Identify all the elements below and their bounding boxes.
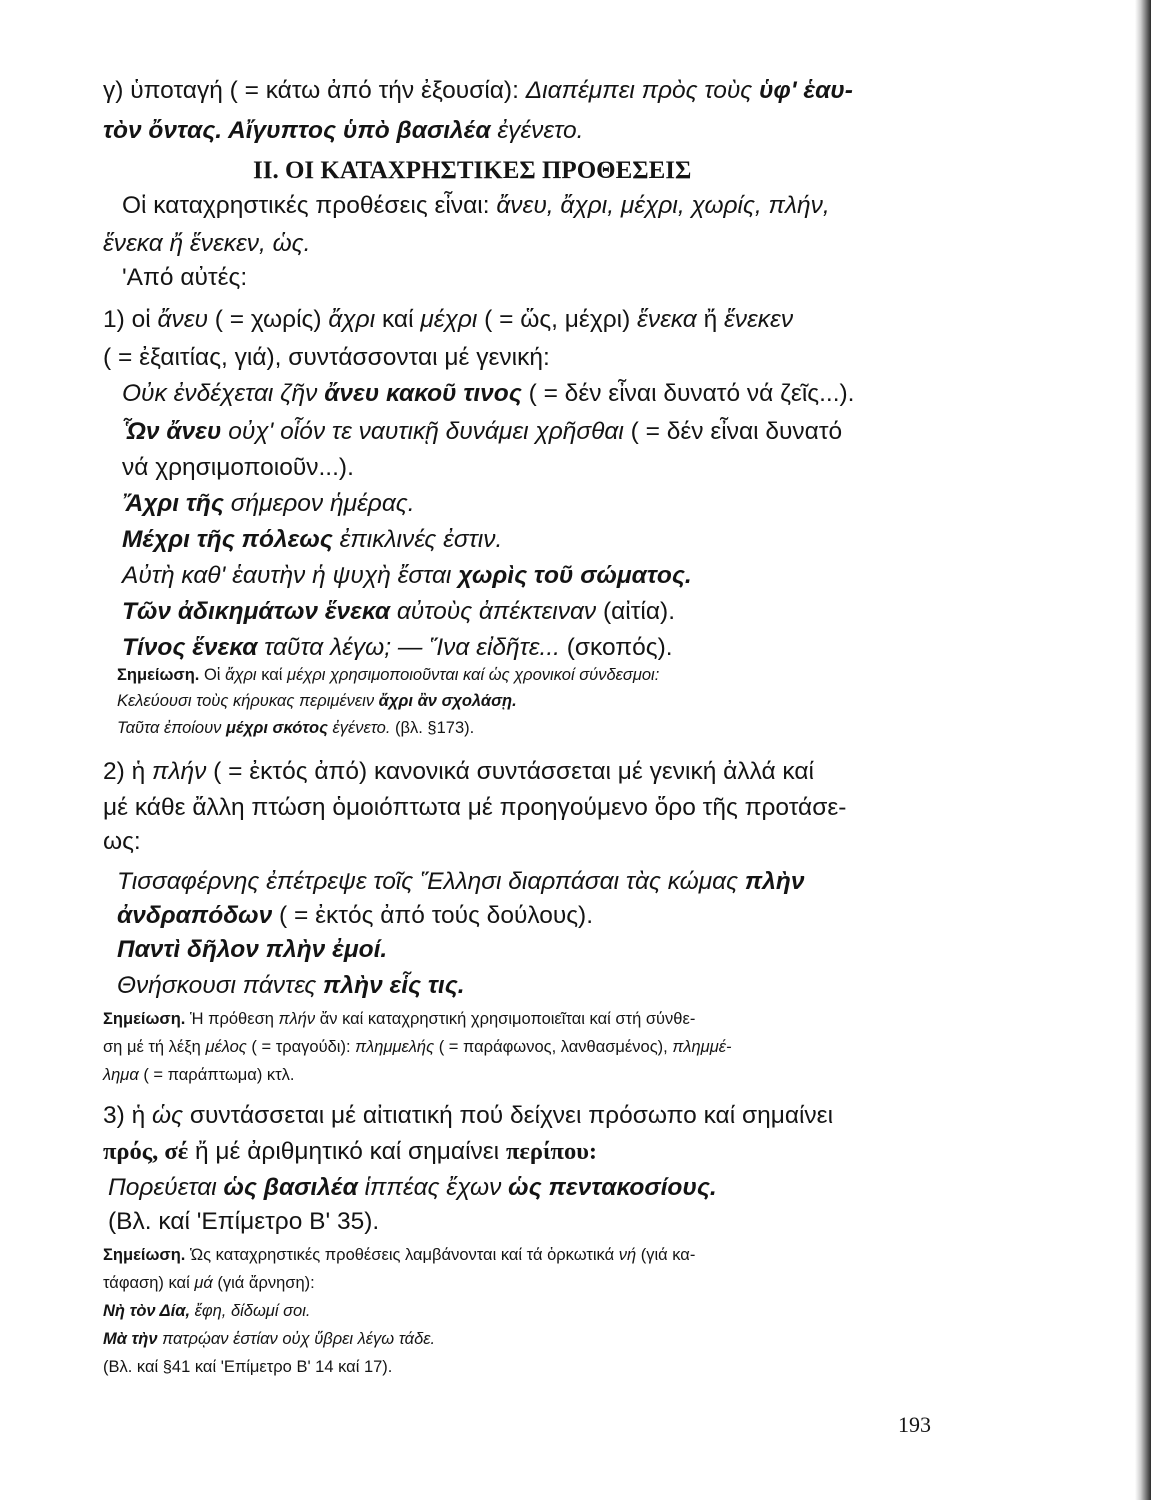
example-7: Τίνος ἕνεκα ταῦτα λέγω; — Ἵνα εἰδῆτε... (σκοπός). xyxy=(122,634,673,661)
note-3-line-2: τάφαση) καί μά (γιά ἄρνηση): xyxy=(103,1274,315,1292)
item-2-line-3: ως: xyxy=(103,828,141,855)
item-1-line-1: 1) οἱ ἄνευ ( = χωρίς) ἄχρι καί μέχρι ( = ὥς, μέχρι) ἕνεκα ἤ ἕνεκεν xyxy=(103,306,794,333)
item-1-line-2: ( = ἐξαιτίας, γιά), συντάσσονται μέ γενική: xyxy=(103,344,550,371)
line-gamma-2: τὸν ὄντας. Αἴγυπτος ὑπὸ βασιλέα ἐγένετο. xyxy=(103,117,584,144)
example-2-line-1: Ὧν ἄνευ οὐχ' οἷόν τε ναυτικῇ δυνάμει χρῆσθαι ( = δέν εἶναι δυνατό xyxy=(122,418,843,445)
section-heading: ΙΙ. ΟΙ ΚΑΤΑΧΡΗΣΤΙΚΕΣ ΠΡΟΘΕΣΕΙΣ xyxy=(253,157,692,184)
line-intro-1: Οἱ καταχρηστικές προθέσεις εἶναι: ἄνευ, ἄχρι, μέχρι, χωρίς, πλήν, xyxy=(122,192,830,219)
page-edge-shadow xyxy=(1135,0,1151,1500)
note-1-line-2: Κελεύουσι τοὺς κήρυκας περιμένειν ἄχρι ἂν σχολάσῃ. xyxy=(117,692,517,710)
item-3-line-1: 3) ἡ ὡς συντάσσεται μέ αἰτιατική πού δείχνει πρόσωπο καί σημαίνει xyxy=(103,1102,834,1129)
item-3-line-2: πρός, σέ ἤ μέ ἀριθμητικό καί σημαίνει περίπου: xyxy=(103,1138,598,1165)
note-3-line-1: Σημείωση. Ὡς καταχρηστικές προθέσεις λαμβάνονται καί τά ὁρκωτικά νή (γιά κα- xyxy=(103,1246,696,1264)
note-2-line-1: Σημείωση. Ἡ πρόθεση πλήν ἄν καί καταχρηστική χρησιμοποιεῖται καί στή σύνθε- xyxy=(103,1010,696,1028)
example-10: Θνήσκουσι πάντες πλὴν εἷς τις. xyxy=(117,972,465,999)
note-2-line-2: ση μέ τή λέξη μέλος ( = τραγούδι): πλημμελής ( = παράφωνος, λανθασμένος), πλημμέ- xyxy=(103,1038,732,1056)
example-8-line-1: Τισσαφέρνης ἐπέτρεψε τοῖς Ἕλλησι διαρπάσαι τὰς κώμας πλὴν xyxy=(117,868,805,895)
line-apo-autes: 'Από αὐτές: xyxy=(122,264,248,291)
line-gamma-1: γ) ὑποταγή ( = κάτω ἀπό τήν ἐξουσία): Διαπέμπει πρὸς τοὺς ὑφ' ἑαυ- xyxy=(103,77,853,104)
note-3-example-2: Μὰ τὴν πατρῴαν ἑστίαν οὐχ ὕβρει λέγω τάδε. xyxy=(103,1330,436,1348)
note-3-reference: (Βλ. καί §41 καί 'Επίμετρο Β' 14 καί 17). xyxy=(103,1358,393,1376)
page-number: 193 xyxy=(898,1412,931,1437)
note-1-line-1: Σημείωση. Οἱ ἄχρι καί μέχρι χρησιμοποιοῦνται καί ὡς χρονικοί σύνδεσμοι: xyxy=(117,666,660,684)
example-3: Ἄχρι τῆς σήμερον ἡμέρας. xyxy=(122,490,415,517)
example-4: Μέχρι τῆς πόλεως ἐπικλινές ἐστιν. xyxy=(122,526,503,553)
example-2-line-2: νά χρησιμοποιοῦν...). xyxy=(122,454,354,481)
example-1: Οὐκ ἐνδέχεται ζῆν ἄνευ κακοῦ τινος ( = δέν εἶναι δυνατό νά ζεῖς...). xyxy=(122,380,855,407)
example-9: Παντὶ δῆλον πλὴν ἐμοί. xyxy=(117,936,388,963)
example-11: Πορεύεται ὡς βασιλέα ἱππέας ἔχων ὡς πεντακοσίους. xyxy=(108,1174,717,1201)
example-5: Αὐτὴ καθ' ἑαυτὴν ἡ ψυχὴ ἔσται χωρὶς τοῦ σώματος. xyxy=(122,562,692,589)
note-1-line-3: Ταῦτα ἐποίουν μέχρι σκότος ἐγένετο. (βλ. §173). xyxy=(117,719,475,737)
reference-line: (Βλ. καί 'Επίμετρο Β' 35). xyxy=(108,1208,380,1235)
note-3-example-1: Νὴ τὸν Δία, ἔφη, δίδωμί σοι. xyxy=(103,1302,311,1320)
example-6: Τῶν ἀδικημάτων ἕνεκα αὐτοὺς ἀπέκτειναν (αἰτία). xyxy=(122,598,675,625)
example-8-line-2: ἀνδραπόδων ( = ἐκτός ἀπό τούς δούλους). xyxy=(117,902,594,929)
item-2-line-1: 2) ἡ πλήν ( = ἐκτός ἀπό) κανονικά συντάσσεται μέ γενική ἀλλά καί xyxy=(103,758,814,785)
note-2-line-3: λημα ( = παράπτωμα) κτλ. xyxy=(103,1066,295,1084)
item-2-line-2: μέ κάθε ἄλλη πτώση ὁμοιόπτωτα μέ προηγούμενο ὅρο τῆς προτάσε- xyxy=(103,794,847,821)
line-intro-2: ἕνεκα ἤ ἕνεκεν, ὡς. xyxy=(103,230,311,257)
